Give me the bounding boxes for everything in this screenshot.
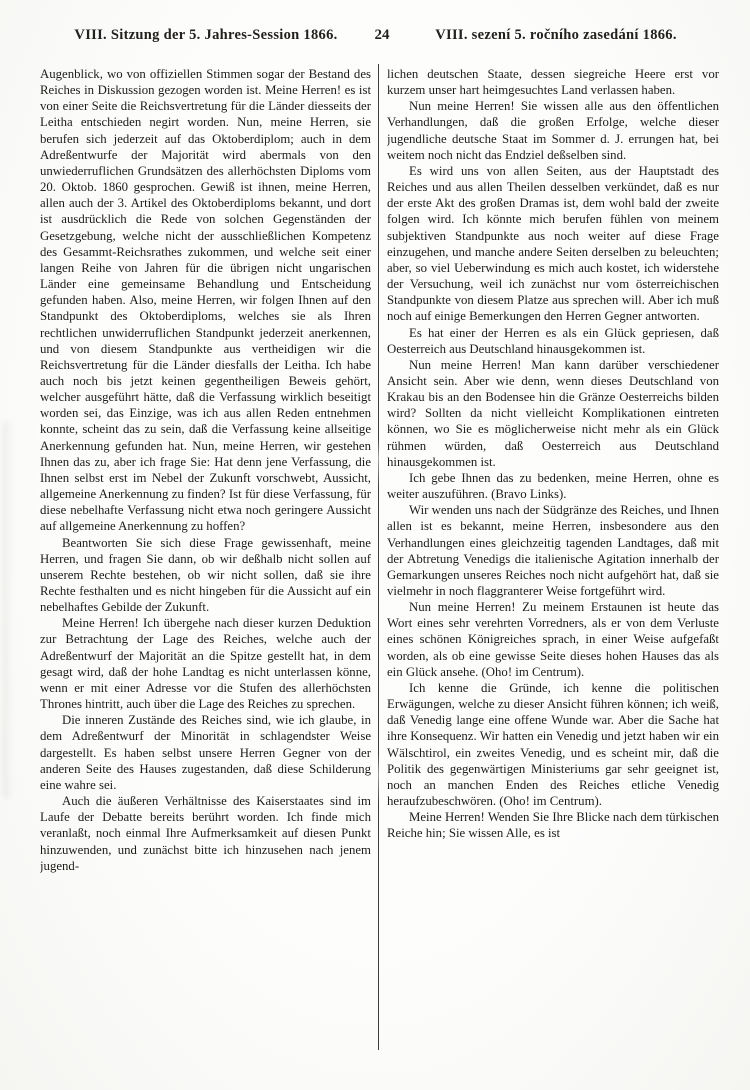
paragraph: Meine Herren! Ich übergehe nach dieser kurzen Deduktion zur Betrachtung der Lage des Reiches, welche auch der Adreßentwurf der Majorität an die Spitze gestellt hat, in dem gesagt wird, daß der hohe Landtag es nicht unterlassen könne, wenn er mit einer Adresse vor die Stufen des allerhöchsten Thrones hintritt, auch über die Lage des Reiches zu sprechen.: [40, 616, 371, 712]
paragraph: Nun meine Herren! Zu meinem Erstaunen ist heute das Wort eines sehr verehrten Vorredners, als er von dem Verluste eines schönen Königreiches sprach, in einer Weise aufgefaßt worden, als ob eine gewisse Seite dieses hohen Hauses das als ein Glück ansehe. (Oho! im Centrum).: [387, 600, 719, 679]
paragraph: Meine Herren! Wenden Sie Ihre Blicke nach dem türkischen Reiche hin; Sie wissen Alle, es ist: [387, 810, 719, 841]
paragraph: Die inneren Zustände des Reiches sind, wie ich glaube, in dem Adreßentwurf der Minorität in schlagendster Weise dargestellt. Es haben selbst unsere Herren Gegner von der anderen Seite des Hauses zugestanden, daß diese Schilderung eine wahre sei.: [40, 713, 371, 792]
scan-smudge: [2, 420, 16, 800]
paragraph: lichen deutschen Staate, dessen siegreiche Heere erst vor kurzem unser hart heimgesuchtes Land verlassen haben.: [387, 67, 719, 98]
header-title-czech: VIII. sezení 5. ročního zasedání 1866.: [435, 27, 677, 43]
paragraph: Augenblick, wo von offiziellen Stimmen sogar der Bestand des Reiches in Diskussion gezogen worden ist. Meine Herren! es ist von einer Seite die Reichsvertretung für die Länder diesseits der Leitha entschieden negirt worden. Nun, meine Herren, sie berufen sich jederzeit auf das Oktoberdiplom; auch in dem Adreßentwurfe der Majorität wird abermals von den unwiederruflichen Grundsätzen des allerhöchsten Diploms vom 20. Oktob. 1860 gesprochen. Gewiß ist ihnen, meine Herren, allen auch der 3. Artikel des Oktoberdiploms bekannt, und dort ist ausdrücklich die Rede von solchen Gegenständen der Gesetzgebung, welche nicht der ausschließlichen Kompetenz des Gesammt-Reichsrathes zukommen, und welche seit einer langen Reihe von Jahren für die übrigen nicht ungarischen Länder eine gemeinsame Behandlung und Entscheidung gefunden haben. Also, meine Herren, wir folgen Ihnen auf den Standpunkt des Oktoberdiploms, welches sie als Ihren rechtlichen unwiderruflichen Standpunkt jederzeit anerkennen, und von diesem Standpunkte aus vertheidigen wir die Reichsvertretung für die Länder diesfalls der Leitha. Ich habe auch noch bis jetzt keinen gegentheiligen Beweis gehört, welcher ausgeführt hätte, daß die Verfassung wirklich beseitigt worden sei, das Einzige, was ich aus allen Reden entnehmen konnte, scheint das zu sein, daß die Verfassung keine allseitige Anerkennung gefunden hat. Nun, meine Herren, wir gestehen Ihnen das zu, aber ich frage Sie: Hat denn jene Verfassung, die Ihnen selbst erst im Nebel der Zukunft vorschwebt, Aussicht, allgemeine Anerkennung zu finden? Ist für diese Verfassung, für diese nebelhafte Verfassung nicht etwa noch geringere Aussicht auf allgemeine Anerkennung zu hoffen?: [40, 67, 371, 534]
page-header: [0, 0, 750, 60]
paragraph: Beantworten Sie sich diese Frage gewissenhaft, meine Herren, und fragen Sie dann, ob wir deßhalb nicht sollen auf unserem Rechte bestehen, ob wir nicht sollen, daß sie ihre Rechte festhalten und es nicht hingeben für die Aussicht auf ein nebelhaftes Gebilde der Zukunft.: [40, 535, 371, 615]
page-number: 24: [374, 27, 390, 43]
text-column-right: [387, 66, 719, 1054]
paragraph: Wir wenden uns nach der Südgränze des Reiches, und Ihnen allen ist es bekannt, meine Herren, insbesondere aus den Verhandlungen eines gleichzeitig tagenden Landtages, daß mit der Abtretung Venedigs die italienische Agitation innerhalb der Gemarkungen unseres Reiches noch nicht aufgehört hat, daß sie vielmehr in noch flaggranterer Weise fortgeführt wird.: [387, 503, 719, 598]
paragraph: Ich gebe Ihnen das zu bedenken, meine Herren, ohne es weiter auszuführen. (Bravo Links).: [387, 470, 719, 502]
paragraph: Es wird uns von allen Seiten, aus der Hauptstadt des Reiches und aus allen Theilen desselben verkündet, daß es nur der erste Akt des großen Dramas ist, dem wohl bald der zweite folgen wird. Ich könnte mich berufen fühlen von meinem subjektiven Standpunkte aus noch weiter auf diese Frage einzugehen, und manche andere Seiten derselben zu beleuchten; aber, so viel Ueberwindung es mich auch kostet, ich widerstehe der Versuchung, weil ich zunächst nur vom österreichischen Standpunkte von diesem Platze aus sprechen will. Aber ich muß noch auf einige Bemerkungen den Herren Gegner antworten.: [387, 163, 719, 324]
paragraph: Auch die äußeren Verhältnisse des Kaiserstaates sind im Laufe der Debatte bereits berührt worden. Ich finde mich veranlaßt, noch einmal Ihre Aufmerksamkeit auf diesen Punkt hinzuwenden, und zunächst bitte ich hinzusehen nach jenem jugend-: [40, 794, 371, 873]
paragraph: Ich kenne die Gründe, ich kenne die politischen Erwägungen, welche zu dieser Ansicht führen können; ich weiß, daß Venedig lange eine offene Wunde war. Aber die Sache hat ihre Konsequenz. Wir hatten ein Venedig und jetzt haben wir ein Wälschtirol, ein zweites Venedig, und es scheint mir, daß die Politik des gegenwärtigen Ministeriums gar sehr geeignet ist, noch an manchen Enden des Reiches etliche Venedig heraufzubeschwören. (Oho! im Centrum).: [387, 680, 719, 809]
paragraph: Nun meine Herren! Man kann darüber verschiedener Ansicht sein. Aber wie denn, wenn dieses Deutschland von Krakau bis an den Bodensee hin die Gränze Oesterreichs bilden wird? Sollten da nicht vielleicht Komplikationen eintreten können, wo Sie es möglicherweise nicht mehr als ein Glück rühmen würden, daß Oesterreich aus Deutschland hinausgekommen ist.: [387, 357, 719, 469]
header-title-german: VIII. Sitzung der 5. Jahres-Session 1866.: [74, 27, 338, 43]
text-column-left: [40, 66, 371, 1054]
column-divider-rule: [378, 64, 379, 1050]
paragraph: Es hat einer der Herren es als ein Glück gepriesen, daß Oesterreich aus Deutschland hinausgekommen ist.: [387, 325, 719, 356]
paragraph: Nun meine Herren! Sie wissen alle aus den öffentlichen Verhandlungen, daß die großen Erfolge, welche dieser jugendliche deutsche Staat im Sommer d. J. errungen hat, bei weitem noch nicht das Endziel deßselben sind.: [387, 99, 719, 162]
